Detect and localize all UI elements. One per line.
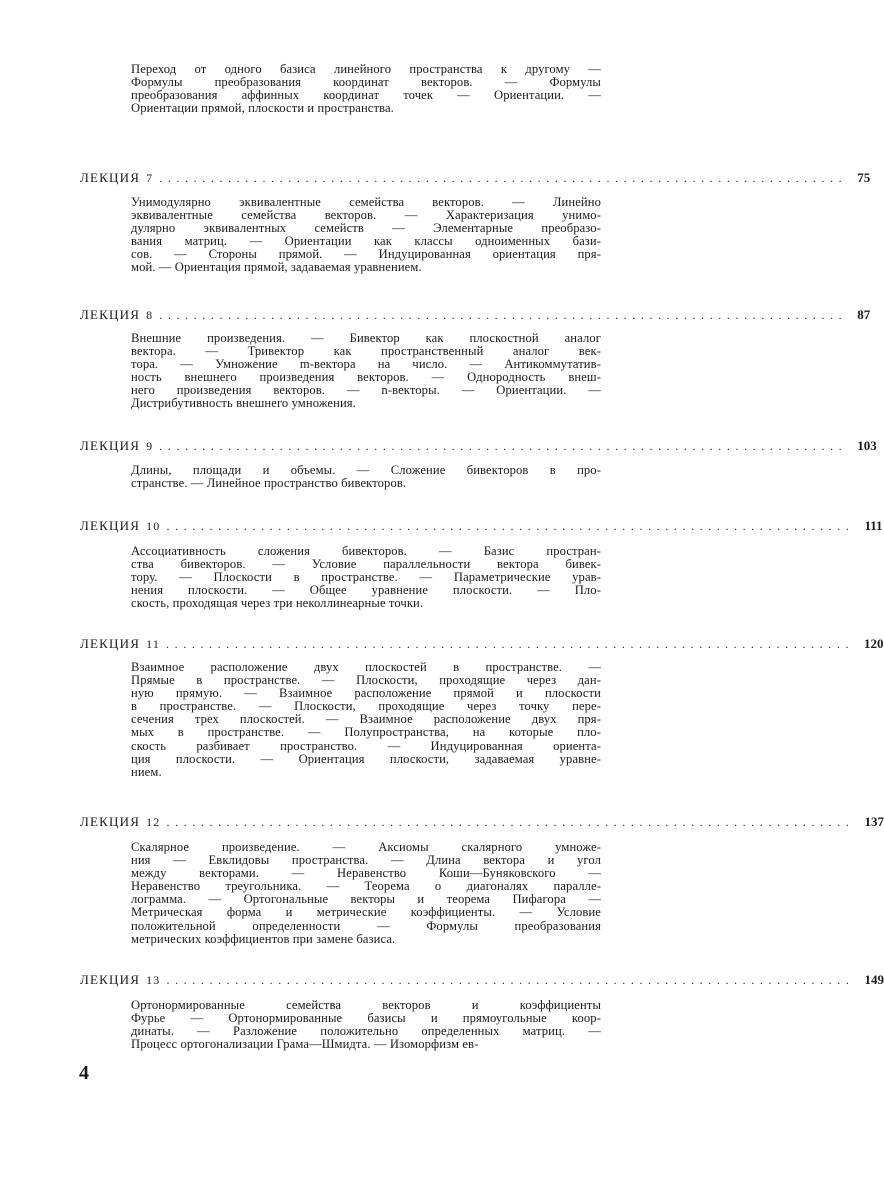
text-line: ность внешнего произведения векторов. — Однородность внеш-	[131, 370, 601, 385]
dot-leader: ................................................................................	[166, 815, 855, 829]
lecture-number: 8	[146, 308, 154, 322]
text-line: Формулы преобразования координат векторов. — Формулы	[131, 75, 601, 90]
lecture-page-number: 149	[864, 972, 884, 987]
text-line: сечения трех плоскостей. — Взаимное расположение двух пря-	[131, 712, 601, 727]
text-line: Процесс ортогонализации Грама—Шмидта. — Изоморфизм ев-	[131, 1037, 479, 1052]
lecture-title	[80, 814, 160, 830]
lecture-title	[80, 636, 160, 652]
dot-leader: ................................................................................	[166, 637, 855, 651]
lecture-title	[80, 438, 153, 454]
text-line: в пространстве. — Плоскости, проходящие через точку пере-	[131, 699, 601, 714]
lecture-heading	[80, 307, 871, 323]
lecture-number: 11	[146, 637, 161, 651]
text-line: ция плоскости. — Ориентация плоскости, задаваемая уравне-	[131, 751, 601, 766]
lecture-page-number: 103	[857, 438, 877, 453]
lecture-label: ЛЕКЦИЯ	[80, 814, 141, 829]
lecture-heading	[80, 814, 884, 830]
lecture-summary	[131, 196, 601, 275]
lecture-number: 12	[146, 815, 161, 829]
text-line: Фурье — Ортонормированные базисы и прямоугольные коор-	[131, 1011, 601, 1026]
lecture-summary	[131, 545, 601, 610]
text-line: мой. — Ориентация прямой, задаваемая уравнением.	[131, 260, 422, 275]
text-line: Внешние произведения. — Бивектор как плоскостной аналог	[131, 331, 601, 345]
dot-leader: ................................................................................	[159, 439, 848, 453]
text-line: него произведения векторов. — n-векторы. — Ориентации. —	[131, 383, 601, 398]
text-line: странстве. — Линейное пространство бивекторов.	[131, 476, 407, 491]
lecture-heading	[80, 636, 884, 652]
lecture-label: ЛЕКЦИЯ	[80, 170, 141, 185]
text-line: Неравенство треугольника. — Теорема о диагоналях паралле-	[131, 879, 601, 894]
dot-leader: ................................................................................	[159, 171, 848, 185]
text-line: преобразования аффинных координат точек — Ориентации. —	[131, 88, 601, 103]
text-line: Унимодулярно эквивалентные семейства векторов. — Линейно	[131, 195, 601, 209]
lecture-heading	[80, 518, 883, 534]
text-line: динаты. — Разложение положительно определенных матриц. —	[131, 1024, 601, 1039]
lecture-label: ЛЕКЦИЯ	[80, 636, 141, 651]
dot-leader: ................................................................................	[166, 973, 855, 987]
text-line: Ориентации прямой, плоскости и пространства.	[131, 101, 394, 116]
text-line: ства бивекторов. — Условие параллельности вектора бивек-	[131, 557, 601, 572]
dot-leader: ................................................................................	[166, 519, 855, 533]
lecture-number: 10	[146, 519, 161, 533]
text-line: скость, проходящая через три неколлинеарные точки.	[131, 596, 424, 611]
page-number: 4	[79, 1062, 89, 1084]
lecture-heading	[80, 170, 871, 186]
lecture-summary	[131, 661, 601, 779]
text-line: положительной определенности — Формулы преобразования	[131, 918, 601, 933]
text-line: дулярно эквивалентных семейств — Элементарные преобразо-	[131, 221, 601, 236]
text-line: тора. — Умножение m-вектора на число. — Антикоммутатив-	[131, 357, 601, 372]
text-line: Длины, площади и объемы. — Сложение бивекторов в про-	[131, 463, 601, 477]
intro-paragraph	[131, 63, 601, 115]
text-line: Переход от одного базиса линейного пространства к другому —	[131, 62, 601, 76]
text-line: Дистрибутивность внешнего умножения.	[131, 396, 356, 411]
lecture-heading	[80, 972, 884, 988]
text-line: ную прямую. — Взаимное расположение прямой и плоскости	[131, 686, 601, 701]
lecture-summary	[131, 332, 601, 411]
text-line: нием.	[131, 764, 162, 779]
lecture-title	[80, 972, 160, 988]
lecture-number: 13	[146, 973, 161, 987]
text-line: между векторами. — Неравенство Коши—Буняковского —	[131, 866, 601, 881]
text-line: Скалярное произведение. — Аксиомы скалярного умноже-	[131, 840, 601, 854]
lecture-label: ЛЕКЦИЯ	[80, 307, 141, 322]
text-line: метрических коэффициентов при замене базиса.	[131, 931, 396, 946]
text-line: лограмма. — Ортогональные векторы и теорема Пифагора —	[131, 892, 601, 907]
lecture-label: ЛЕКЦИЯ	[80, 972, 141, 987]
lecture-title	[80, 170, 153, 186]
lecture-title	[80, 307, 153, 323]
text-line: эквивалентные семейства векторов. — Характеризация унимо-	[131, 208, 601, 223]
lecture-page-number: 120	[864, 636, 884, 651]
lecture-summary	[131, 999, 601, 1051]
text-line: сов. — Стороны прямой. — Индуцированная ориентация пря-	[131, 247, 601, 262]
dot-leader: ................................................................................	[159, 308, 848, 322]
lecture-summary	[131, 464, 601, 490]
lecture-label: ЛЕКЦИЯ	[80, 438, 141, 453]
lecture-number: 7	[146, 171, 154, 185]
text-line: тору. — Плоскости в пространстве. — Параметрические урав-	[131, 570, 601, 585]
text-line: нения плоскости. — Общее уравнение плоскости. — Пло-	[131, 583, 601, 598]
lecture-summary	[131, 841, 601, 946]
lecture-number: 9	[146, 439, 154, 453]
text-line: Прямые в пространстве. — Плоскости, проходящие через дан-	[131, 673, 601, 688]
lecture-heading	[80, 438, 877, 454]
text-line: Метрическая форма и метрические коэффициенты. — Условие	[131, 905, 601, 920]
lecture-page-number: 111	[864, 518, 883, 533]
lecture-label: ЛЕКЦИЯ	[80, 518, 141, 533]
lecture-page-number: 87	[857, 307, 871, 322]
text-line: вектора. — Тривектор как пространственный аналог век-	[131, 344, 601, 359]
text-line: Ассоциативность сложения бивекторов. — Базис простран-	[131, 544, 601, 558]
text-line: Взаимное расположение двух плоскостей в пространстве. —	[131, 660, 601, 674]
lecture-title	[80, 518, 160, 534]
lecture-page-number: 137	[864, 814, 884, 829]
text-line: мых в пространстве. — Полупространства, на которые пло-	[131, 725, 601, 740]
lecture-page-number: 75	[857, 170, 871, 185]
text-line: вания матриц. — Ориентации как классы одноименных бази-	[131, 234, 601, 249]
text-line: ния — Евклидовы пространства. — Длина вектора и угол	[131, 853, 601, 868]
text-line: скость разбивает пространство. — Индуцированная ориента-	[131, 738, 601, 753]
text-line: Ортонормированные семейства векторов и коэффициенты	[131, 998, 601, 1012]
